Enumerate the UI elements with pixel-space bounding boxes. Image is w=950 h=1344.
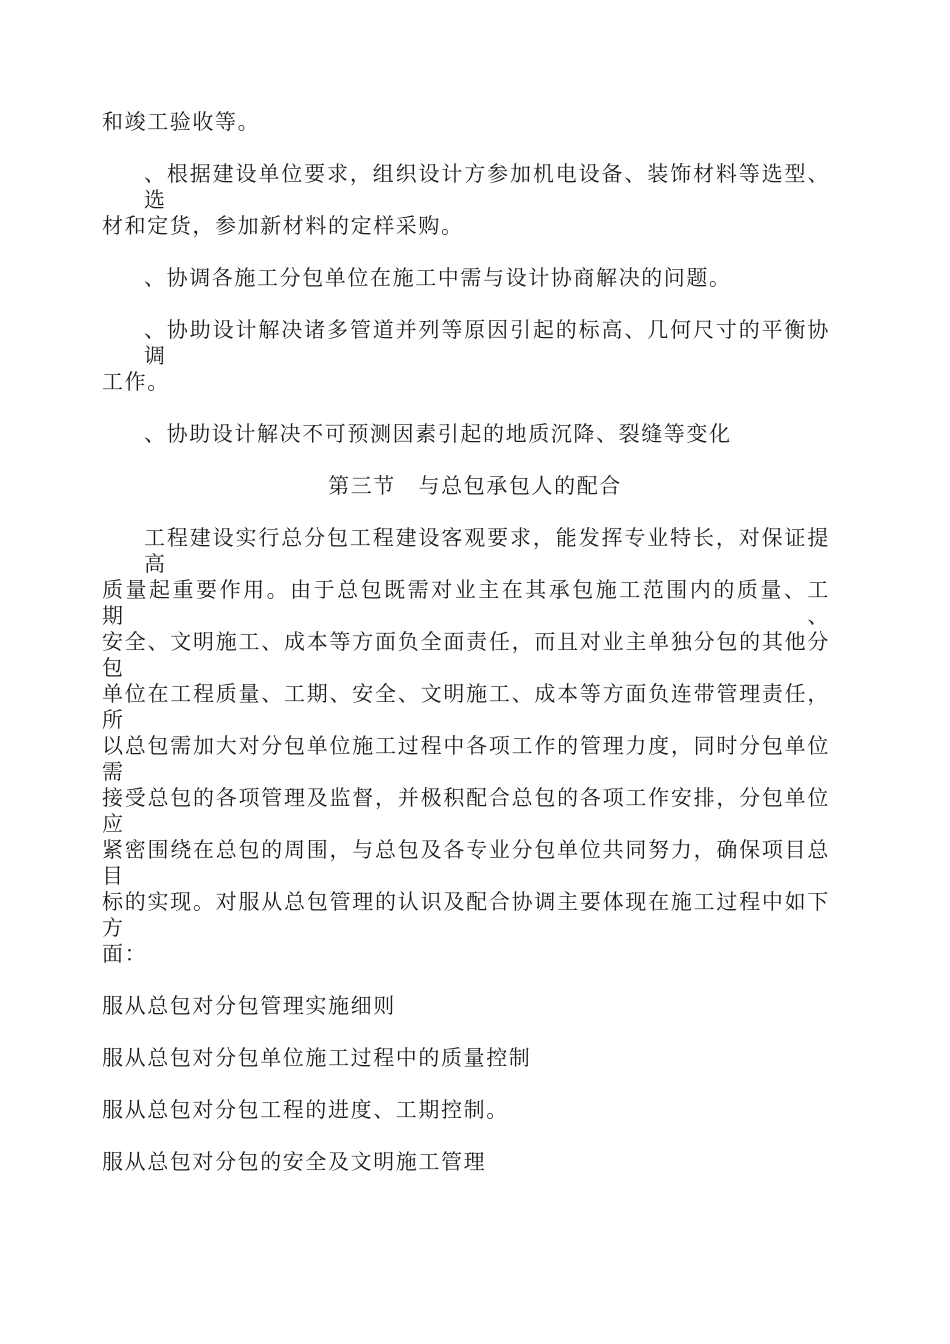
paragraph-line: 质量起重要作用。由于总包既需对业主在其承包施工范围内的质量、工期、	[102, 578, 830, 628]
paragraph-line: 以总包需加大对分包单位施工过程中各项工作的管理力度，同时分包单位需	[102, 734, 830, 784]
paragraph-line: 标的实现。对服从总包管理的认识及配合协调主要体现在施工过程中如下方	[102, 890, 830, 940]
paragraph-line: 紧密围绕在总包的周围，与总包及各专业分包单位共同努力，确保项目总目	[102, 838, 830, 888]
list-item: 服从总包对分包工程的进度、工期控制。	[102, 1098, 509, 1122]
paragraph-line: 和竣工验收等。	[102, 110, 261, 134]
paragraph-line: 、协助设计解决不可预测因素引起的地质沉降、裂缝等变化	[144, 422, 732, 446]
paragraph-line: 材和定货，参加新材料的定样采购。	[102, 214, 464, 238]
paragraph-line: 工作。	[102, 370, 170, 394]
section-heading: 第三节 与总包承包人的配合	[328, 474, 622, 498]
paragraph-line: 单位在工程质量、工期、安全、文明施工、成本等方面负连带管理责任，所	[102, 682, 830, 732]
list-item: 服从总包对分包管理实施细则	[102, 994, 396, 1018]
paragraph-line: 面：	[102, 942, 148, 966]
paragraph-line: 工程建设实行总分包工程建设客观要求，能发挥专业特长，对保证提高	[144, 526, 830, 576]
paragraph-line: 接受总包的各项管理及监督，并极积配合总包的各项工作安排，分包单位应	[102, 786, 830, 836]
paragraph-line: 、协助设计解决诸多管道并列等原因引起的标高、几何尺寸的平衡协调	[144, 318, 830, 368]
paragraph-line: 、根据建设单位要求，组织设计方参加机电设备、装饰材料等选型、选	[144, 162, 830, 212]
list-item: 服从总包对分包的安全及文明施工管理	[102, 1150, 487, 1174]
list-item: 服从总包对分包单位施工过程中的质量控制	[102, 1046, 532, 1070]
paragraph-line: 安全、文明施工、成本等方面负全面责任，而且对业主单独分包的其他分包	[102, 630, 830, 680]
paragraph-line: 、协调各施工分包单位在施工中需与设计协商解决的问题。	[144, 266, 732, 290]
